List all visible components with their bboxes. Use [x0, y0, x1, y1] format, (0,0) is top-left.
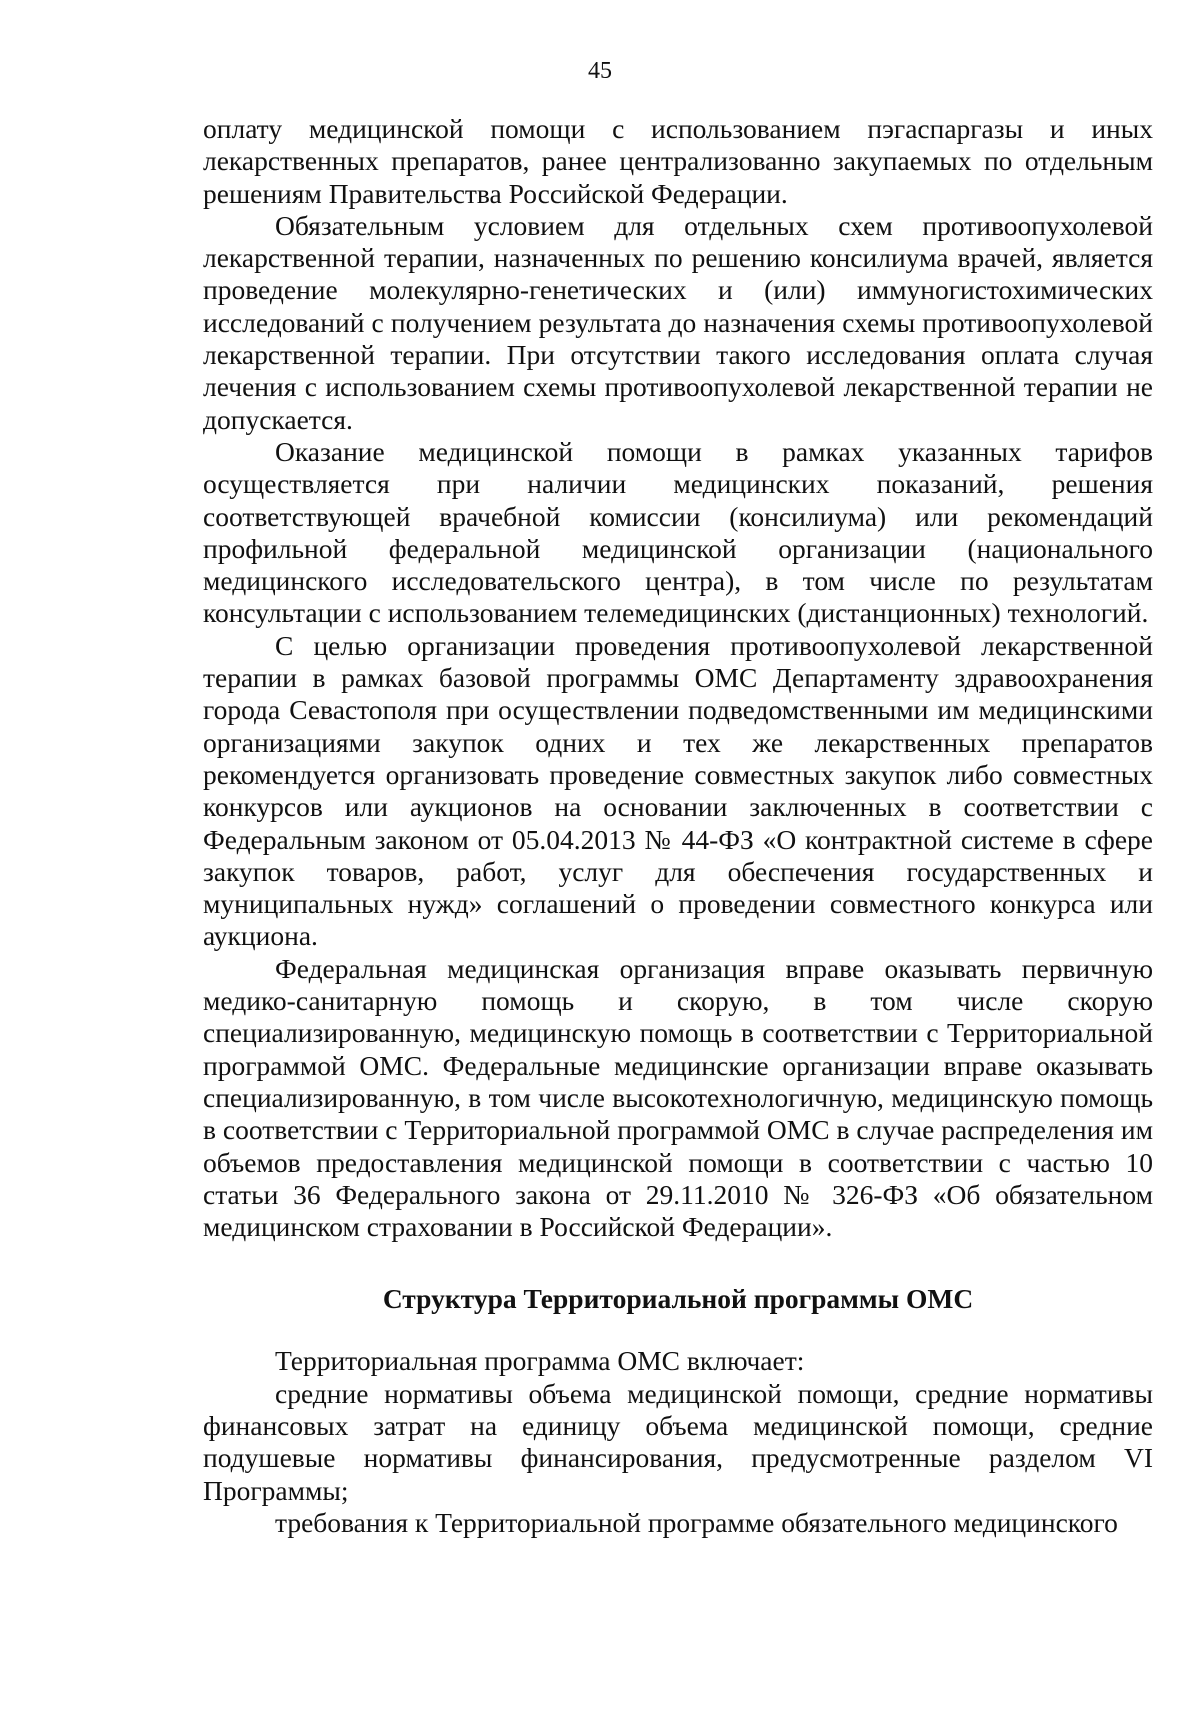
document-body	[203, 113, 1153, 1539]
section-item-1: Территориальная программа ОМС включает:	[275, 1345, 805, 1377]
section-item-2: средние нормативы объема медицинской помощи, средние нормативы финансовых затрат на единицу объема медицинской помощи, средние подушевые нормативы финансирования, предусмотренные разделом VI Программы;	[203, 1377, 1153, 1506]
paragraph-4: С целью организации проведения противоопухолевой лекарственной терапии в рамках базовой программы ОМС Департаменту здравоохранения города Севастополя при осуществлении подведомственными им медицинскими организациями закупок одних и тех же лекарственных препаратов рекомендуется организовать проведение совместных закупок либо совместных конкурсов или аукционов на основании заключенных в соответствии с Федеральным законом от 05.04.2013 № 44-ФЗ «О контрактной системе в сфере закупок товаров, работ, услуг для обеспечения государственных и муниципальных нужд» соглашений о проведении совместного конкурса или аукциона.	[203, 629, 1153, 952]
paragraph-5: Федеральная медицинская организация вправе оказывать первичную медико-санитарную помощь и скорую, в том числе скорую специализированную, медицинскую помощь в соответствии с Территориальной программой ОМС. Федеральные медицинские организации вправе оказывать специализированную, в том числе высокотехнологичную, медицинскую помощь в соответствии с Территориальной программой ОМС в случае распределения им объемов предоставления медицинской помощи в соответствии с частью 10 статьи 36 Федерального закона от 29.11.2010 № 326-ФЗ «Об обязательном медицинском страховании в Российской Федерации».	[203, 952, 1153, 1243]
page-number: 45	[588, 58, 612, 84]
paragraph-2: Обязательным условием для отдельных схем противоопухолевой лекарственной терапии, назначенных по решению консилиума врачей, является проведение молекулярно-генетических и (или) иммуногистохимических исследований с получением результата до назначения схемы противоопухолевой лекарственной терапии. При отсутствии такого исследования оплата случая лечения с использованием схемы противоопухолевой лекарственной терапии не допускается.	[203, 209, 1153, 435]
paragraph-1: оплату медицинской помощи с использованием пэгаспаргазы и иных лекарственных препаратов, ранее централизованно закупаемых по отдельным решениям Правительства Российской Федерации.	[203, 113, 1153, 209]
section-heading: Структура Территориальной программы ОМС	[382, 1283, 974, 1315]
section-item-3: требования к Территориальной программе обязательного медицинского	[275, 1506, 1118, 1538]
paragraph-3: Оказание медицинской помощи в рамках указанных тарифов осуществляется при наличии медицинских показаний, решения соответствующей врачебной комиссии (консилиума) или рекомендаций профильной федеральной медицинской организации (национального медицинского исследовательского центра), в том числе по результатам консультации с использованием телемедицинских (дистанционных) технологий.	[203, 435, 1153, 629]
